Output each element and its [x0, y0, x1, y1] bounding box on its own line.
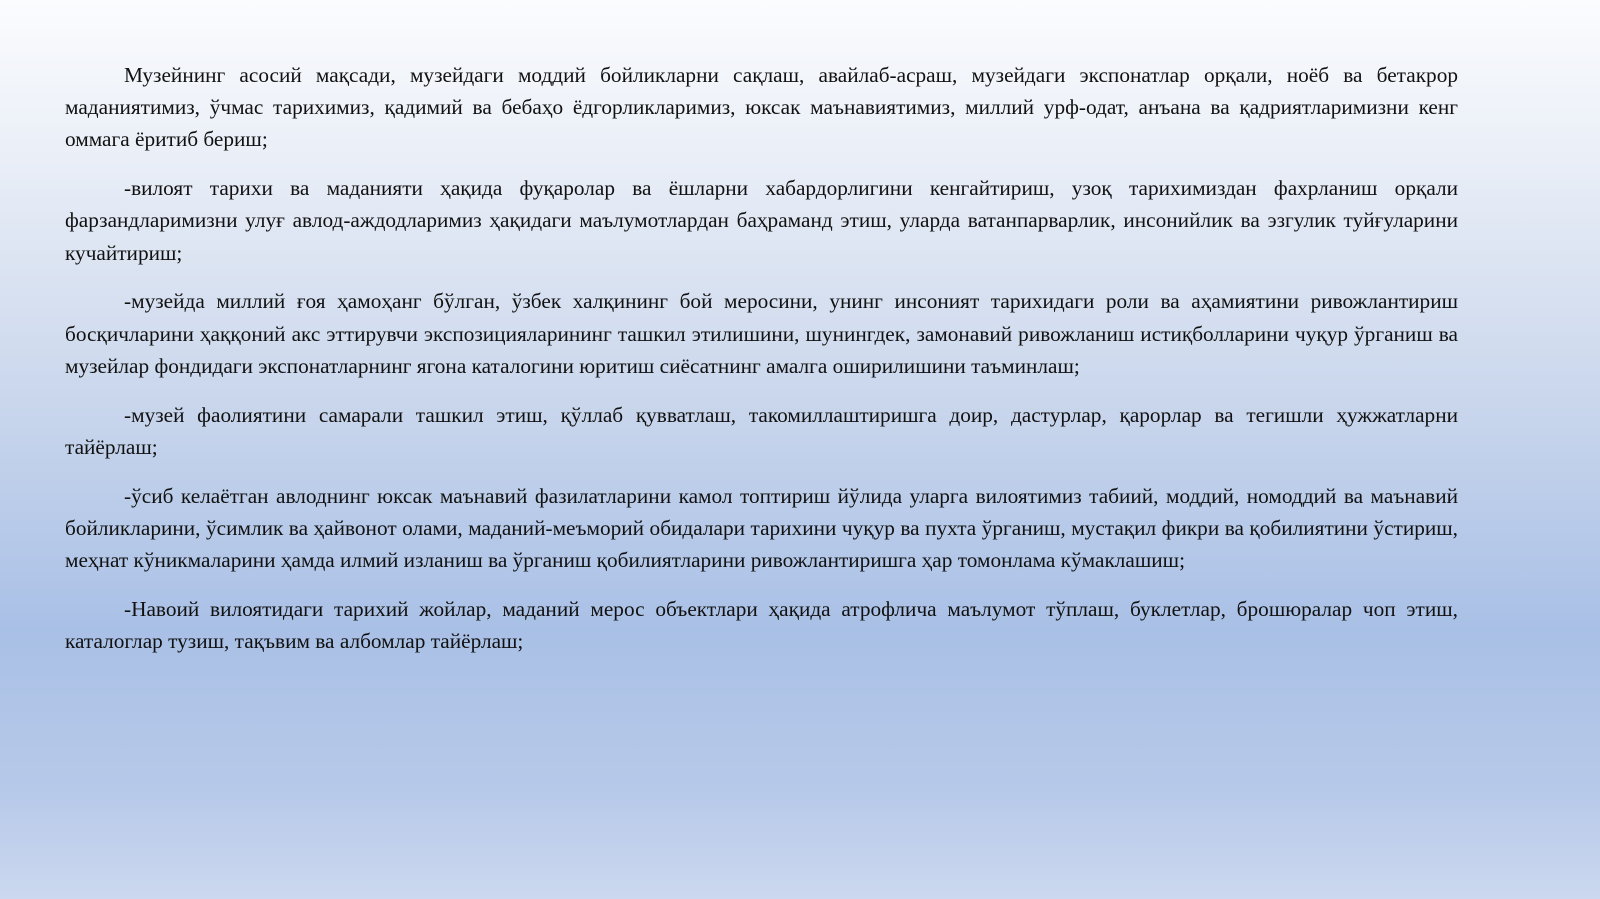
paragraph-national-idea: -музейда миллий ғоя ҳамоҳанг бўлган, ўзбек халқининг бой меросини, унинг инсоният тарихидаги роли ва аҳамиятини ривожлантириш босқичларини ҳаққоний акс эттирувчи экспозицияларининг ташкил этилишини, шунингдек, замонавий ривожланиш истиқболларини чуқур ўрганиш ва музейлар фондидаги экспонатларнинг ягона каталогини юритиш сиёсатнинг амалга оширилишини таъминлаш; — [65, 289, 1458, 378]
slide-text-body — [65, 59, 1458, 674]
paragraph-regional-history: -вилоят тарихи ва маданияти ҳақида фуқаролар ва ёшларни хабардорлигини кенгайтириш, узоқ тарихимиздан фахрланиш орқали фарзандларимизни улуғ авлод-аждодларимиз ҳақидаги маълумотлардан баҳраманд этиш, уларда ватанпарварлик, инсонийлик ва эзгулик туйғуларини кучайтириш; — [65, 176, 1458, 265]
paragraph-museum-goal: Музейнинг асосий мақсади, музейдаги моддий бойликларни сақлаш, авайлаб-асраш, музейдаги экспонатлар орқали, ноёб ва бетакрор маданиятимиз, ўчмас тарихимиз, қадимий ва бебаҳо ёдгорликларимиз, юксак маънавиятимиз, миллий урф-одат, анъана ва қадриятларимизни кенг оммага ёритиб бериш; — [65, 63, 1458, 152]
paragraph-museum-activity: -музей фаолиятини самарали ташкил этиш, қўллаб қувватлаш, такомиллаштиришга доир, дастурлар, қарорлар ва тегишли ҳужжатларни тайёрлаш; — [65, 402, 1458, 459]
paragraph-youth-education: -ўсиб келаётган авлоднинг юксак маънавий фазилатларини камол топтириш йўлида уларга вилоятимиз табиий, моддий, номоддий ва маънавий бойликларини, ўсимлик ва ҳайвонот олами, маданий-меъморий обидалари тарихини чуқур ва пухта ўрганиш, мустақил фикри ва қобилиятини ўстириш, меҳнат кўникмаларини ҳамда илмий изланиш ва ўрганиш қобилиятларини ривожлантиришга ҳар томонлама кўмаклашиш; — [65, 483, 1458, 573]
paragraph-navoi-heritage: -Навоий вилоятидаги тарихий жойлар, маданий мерос объектлари ҳақида атрофлича маълумот тўплаш, буклетлар, брошюралар чоп этиш, каталоглар тузиш, тақъвим ва албомлар тайёрлаш; — [65, 596, 1458, 654]
